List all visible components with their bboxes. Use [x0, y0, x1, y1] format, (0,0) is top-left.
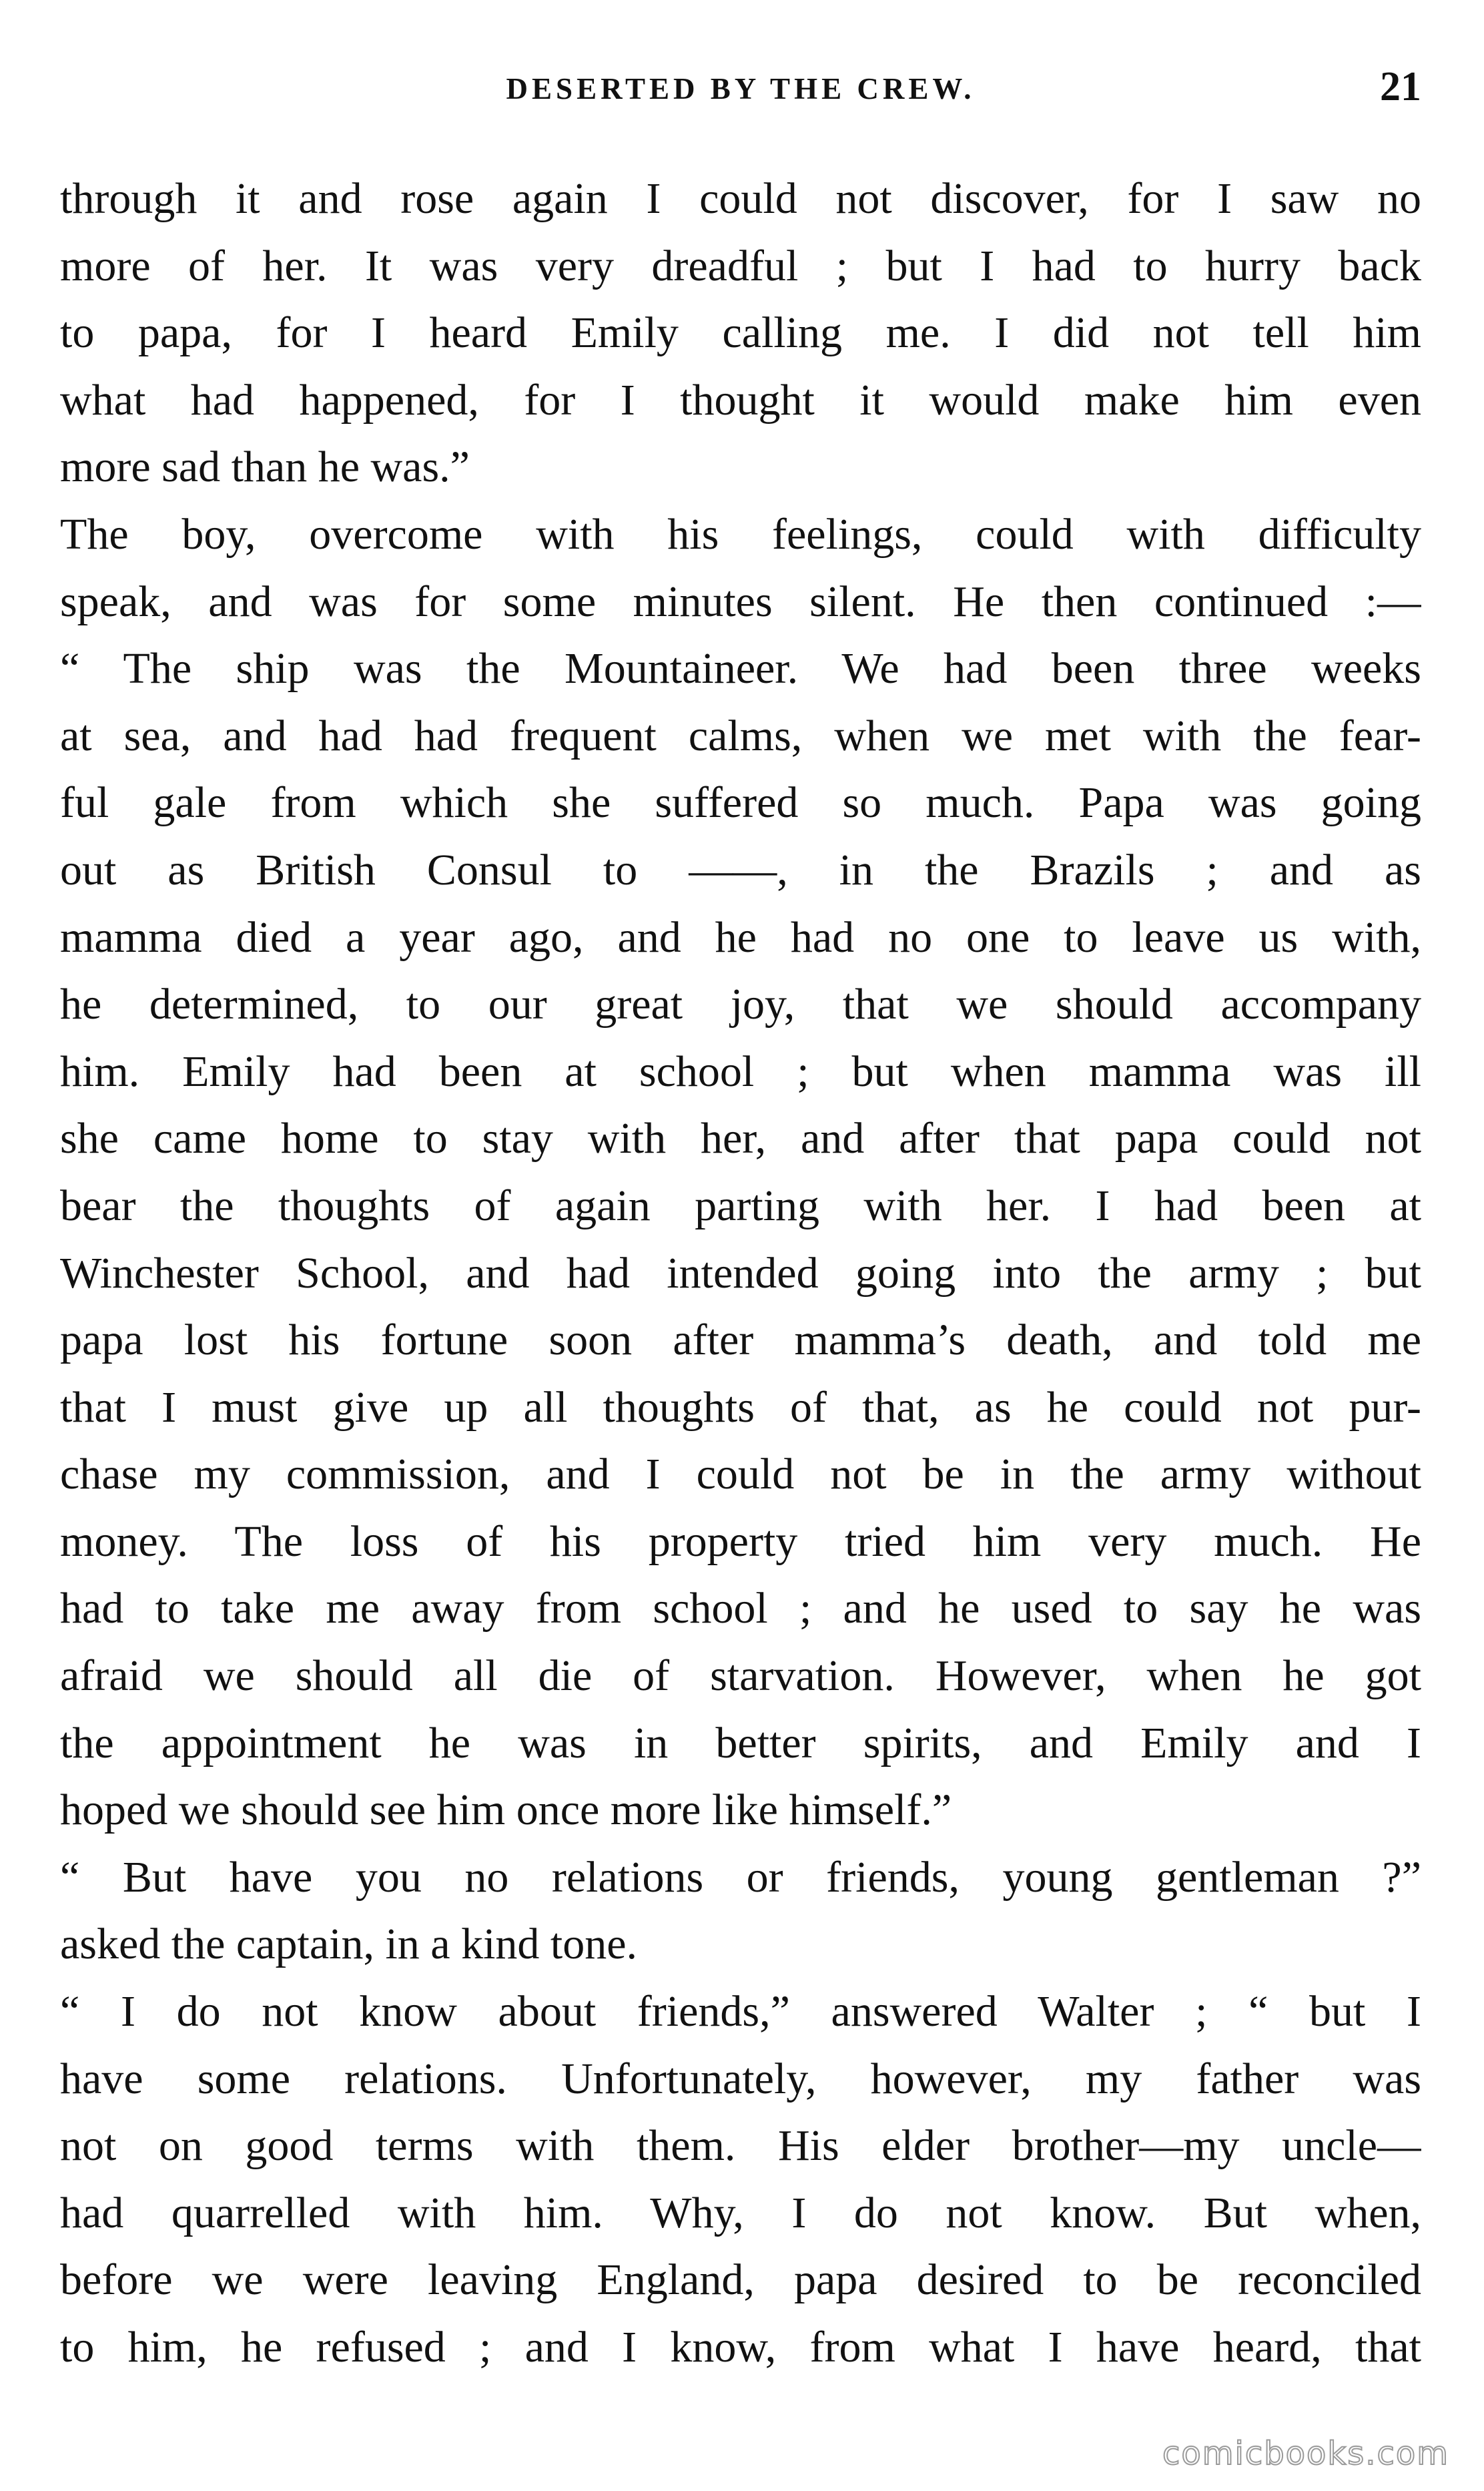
text-line: asked the captain, in a kind tone.	[60, 1920, 638, 1969]
text-line: “ I do not know about friends,” answered Walter ; “ but I	[60, 1987, 1421, 2036]
text-line: mamma died a year ago, and he had no one to leave us with,	[60, 912, 1421, 962]
chapter-title: DESERTED BY THE CREW.	[506, 72, 976, 105]
text-line: to papa, for I heard Emily calling me. I did not tell him	[60, 308, 1421, 358]
text-line: him. Emily had been at school ; but when mamma was ill	[60, 1047, 1421, 1096]
text-line: she came home to stay with her, and after that papa could not	[60, 1114, 1421, 1163]
text-line: The boy, overcome with his feelings, could with difficulty	[60, 509, 1421, 559]
text-line: he determined, to our great joy, that we should accompany	[60, 980, 1421, 1029]
text-line: what had happened, for I thought it would make him even	[60, 375, 1421, 425]
text-line: that I must give up all thoughts of that, as he could not pur-	[60, 1382, 1421, 1432]
text-line: have some relations. Unfortunately, however, my father was	[60, 2054, 1421, 2103]
text-line: ful gale from which she suffered so much. Papa was going	[60, 778, 1421, 828]
text-line: papa lost his fortune soon after mamma’s death, and told me	[60, 1316, 1421, 1365]
text-line: hoped we should see him once more like himself.”	[60, 1785, 952, 1835]
text-line: had to take me away from school ; and he used to say he was	[60, 1584, 1421, 1633]
text-line: before we were leaving England, papa desired to be reconciled	[60, 2255, 1421, 2305]
running-head	[60, 65, 1421, 112]
text-line: Winchester School, and had intended going into the army ; but	[60, 1248, 1421, 1298]
text-line: had quarrelled with him. Why, I do not know. But when,	[60, 2188, 1421, 2237]
text-line: not on good terms with them. His elder brother—my uncle—	[60, 2121, 1421, 2171]
text-line: speak, and was for some minutes silent. He then continued :—	[60, 577, 1421, 626]
body-text	[60, 166, 1421, 2382]
text-line: to him, he refused ; and I know, from what I have heard, that	[60, 2323, 1421, 2372]
text-line: “ But have you no relations or friends, young gentleman ?”	[60, 1852, 1421, 1902]
watermark-logo: comicbooks.com	[1162, 2435, 1449, 2472]
text-line: at sea, and had had frequent calms, when we met with the fear-	[60, 711, 1421, 760]
text-line: out as British Consul to ——, in the Brazils ; and as	[60, 845, 1421, 894]
text-line: money. The loss of his property tried him very much. He	[60, 1516, 1421, 1566]
text-line: more sad than he was.”	[60, 443, 470, 492]
text-line: the appointment he was in better spirits, and Emily and I	[60, 1718, 1421, 1767]
text-line: afraid we should all die of starvation. However, when he got	[60, 1651, 1421, 1701]
text-line: more of her. It was very dreadful ; but I had to hurry back	[60, 241, 1421, 290]
page-number: 21	[1380, 64, 1421, 109]
text-line: chase my commission, and I could not be in the army without	[60, 1450, 1421, 1499]
text-line: through it and rose again I could not discover, for I saw no	[60, 174, 1421, 223]
text-line: bear the thoughts of again parting with her. I had been at	[60, 1181, 1421, 1230]
text-line: “ The ship was the Mountaineer. We had been three weeks	[60, 644, 1421, 694]
